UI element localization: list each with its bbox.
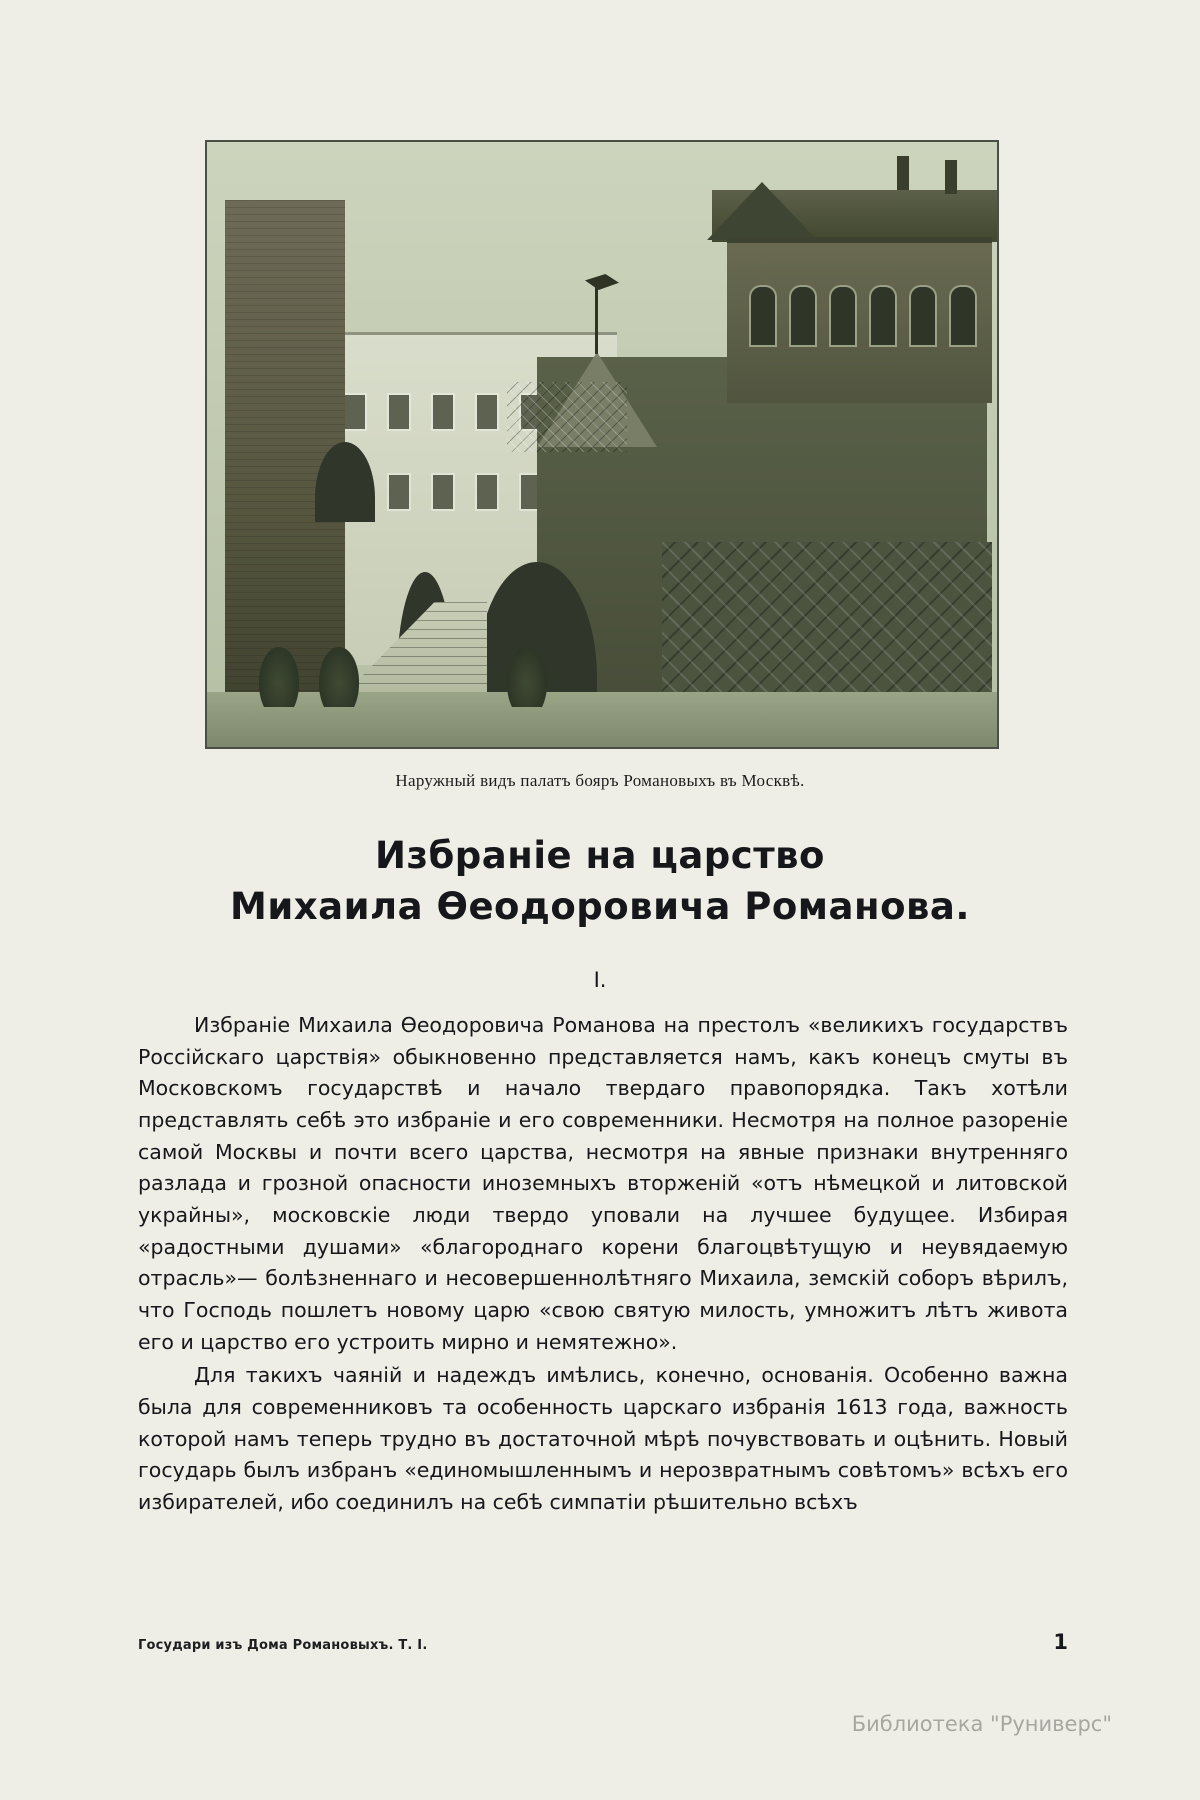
spire (595, 282, 598, 354)
library-watermark: Библиотека "Руниверс" (851, 1712, 1112, 1736)
upper-window (749, 285, 777, 347)
body-text (138, 1010, 1068, 1519)
page-footer (138, 1630, 1068, 1654)
shrub (319, 647, 359, 707)
facade-window (389, 395, 409, 429)
upper-window (829, 285, 857, 347)
facade-window (477, 475, 497, 509)
upper-window (909, 285, 937, 347)
shrub (259, 647, 299, 707)
upper-window (949, 285, 977, 347)
running-title: Государи изъ Дома Романовыхъ. Т. I. (138, 1638, 428, 1653)
palace-upper-storey (727, 237, 992, 403)
upper-window (789, 285, 817, 347)
title-block (100, 830, 1100, 992)
plate-image (205, 140, 999, 749)
upper-window (869, 285, 897, 347)
page-title-line-2: Михаила Ѳеодоровича Романова. (230, 885, 970, 929)
plate-caption: Наружный видъ палатъ бояръ Романовыхъ въ Москвѣ. (395, 771, 805, 790)
paragraph: Для такихъ чаяній и надеждъ имѣлись, конечно, основанія. Особенно важна была для современниковъ та особенность царскаго избранія 1613 года, важность которой намъ теперь трудно въ достаточной мѣрѣ почувствовать и оцѣнить. Новый государь былъ избранъ «единомышленнымъ и нерозвратнымъ совѣтомъ» всѣхъ его избирателей, ибо соединилъ на себѣ симпатіи рѣшительно всѣхъ (138, 1363, 1068, 1515)
facade-window (477, 395, 497, 429)
illustration-block (205, 140, 995, 791)
facade-window (389, 475, 409, 509)
facade-window (345, 395, 365, 429)
shrub (507, 647, 547, 707)
tent-roof-pattern (507, 382, 627, 452)
palace-roof-gable (707, 182, 817, 240)
page-number: 1 (1053, 1630, 1068, 1654)
page-title-line-1: Избраніе на царство (375, 834, 825, 877)
paragraph: Избраніе Михаила Ѳеодоровича Романова на престолъ «великихъ государствъ Россійскаго царствія» обыкновенно представляется намъ, какъ конецъ смуты въ Московскомъ государствѣ и начало твердаго правопорядка. Такъ хотѣли представлять себѣ это избраніе и его современники. Несмотря на полное разореніе самой Москвы и почти всего царства, несмотря на явные признаки внутренняго разлада и грозной опасности иноземныхъ вторженій «отъ нѣмецкой и литовской украйны», московскіе люди твердо уповали на лучшее будущее. Избирая «радостными душами» «благороднаго корени благоцвѣтущую и неувядаемую отрасль»— болѣзненнаго и несовершеннолѣтняго Михаила, земскій соборъ вѣрилъ, что Господь пошлетъ новому царю «свою святую милость, умножитъ лѣтъ живота его и царство его устроить мирно и немятежно». (138, 1013, 1068, 1354)
facade-window (433, 475, 453, 509)
facade-window (433, 395, 453, 429)
chimney (945, 160, 957, 194)
chimney (897, 156, 909, 190)
section-number: I. (593, 968, 607, 993)
